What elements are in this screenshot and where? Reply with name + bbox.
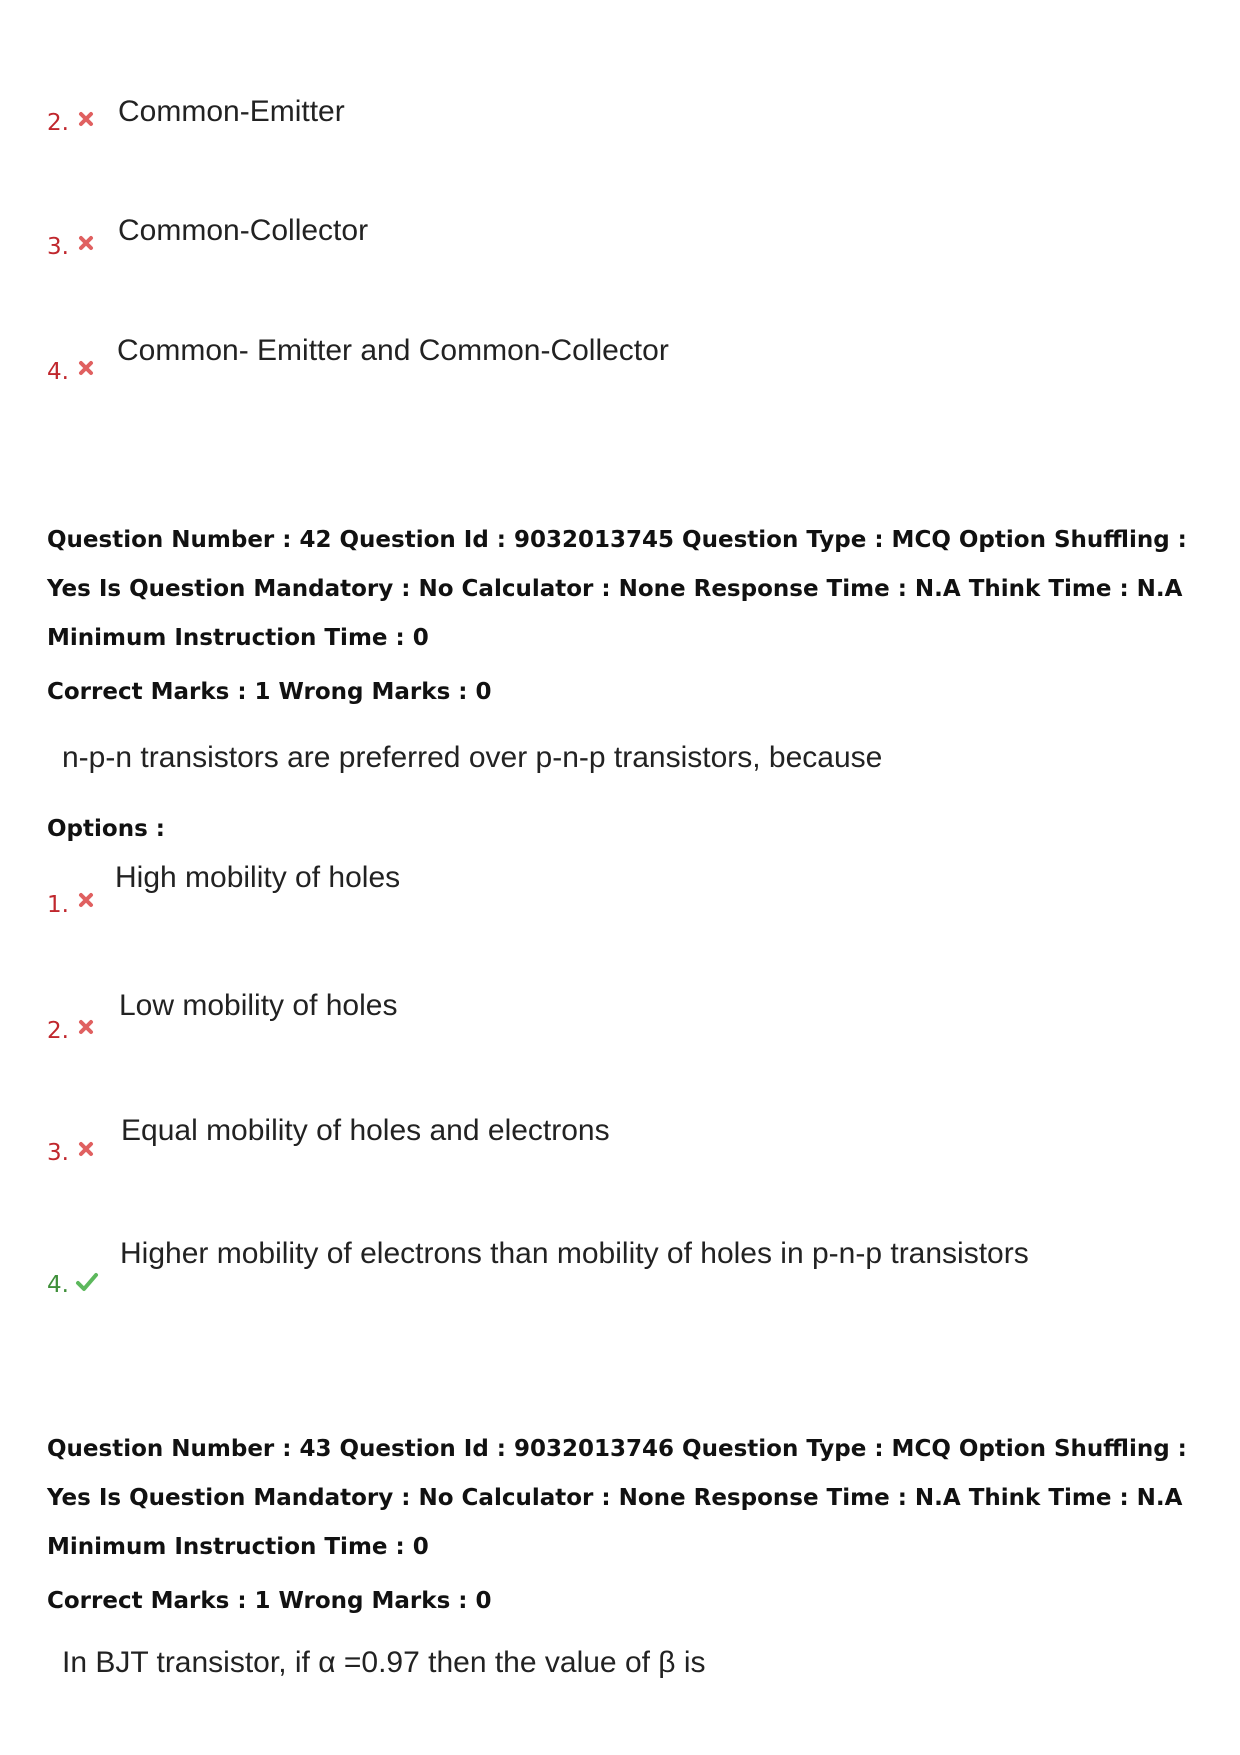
question-marks: Correct Marks : 1 Wrong Marks : 0 bbox=[47, 1588, 492, 1614]
option-text: High mobility of holes bbox=[115, 861, 401, 894]
cross-icon bbox=[78, 111, 94, 127]
check-icon bbox=[75, 1272, 99, 1292]
options-label: Options : bbox=[47, 816, 165, 842]
question-marks: Correct Marks : 1 Wrong Marks : 0 bbox=[47, 679, 492, 705]
option-number: 4. bbox=[47, 359, 69, 385]
option-text: Common-Collector bbox=[118, 214, 369, 247]
option-number: 2. bbox=[47, 110, 69, 136]
cross-icon bbox=[78, 360, 94, 376]
cross-icon bbox=[78, 235, 94, 251]
option-number: 3. bbox=[47, 1140, 69, 1166]
option-number: 4. bbox=[47, 1272, 69, 1298]
question-meta: Question Number : 42 Question Id : 9032013745 Question Type : MCQ Option Shuffling : Yes Is Question Mandatory : No Calculator : None Response Time : N.A Think Time : N.A Minimum Instruction Time : 0 bbox=[47, 527, 1187, 651]
cross-icon bbox=[78, 892, 94, 908]
cross-icon bbox=[78, 1019, 94, 1035]
option-number: 1. bbox=[47, 892, 69, 918]
option-text: Common- Emitter and Common-Collector bbox=[117, 334, 669, 367]
question-meta: Question Number : 43 Question Id : 9032013746 Question Type : MCQ Option Shuffling : Yes Is Question Mandatory : No Calculator : None Response Time : N.A Think Time : N.A Minimum Instruction Time : 0 bbox=[47, 1436, 1187, 1560]
option-text: Common-Emitter bbox=[118, 95, 345, 128]
option-number: 3. bbox=[47, 234, 69, 260]
option-number: 2. bbox=[47, 1018, 69, 1044]
option-text: Higher mobility of electrons than mobility of holes in p-n-p transistors bbox=[120, 1237, 1029, 1270]
option-text: Low mobility of holes bbox=[119, 989, 398, 1022]
question-text: n-p-n transistors are preferred over p-n-p transistors, because bbox=[62, 741, 883, 774]
cross-icon bbox=[78, 1141, 94, 1157]
option-text: Equal mobility of holes and electrons bbox=[121, 1114, 610, 1147]
question-text: In BJT transistor, if α =0.97 then the value of β is bbox=[62, 1646, 706, 1679]
